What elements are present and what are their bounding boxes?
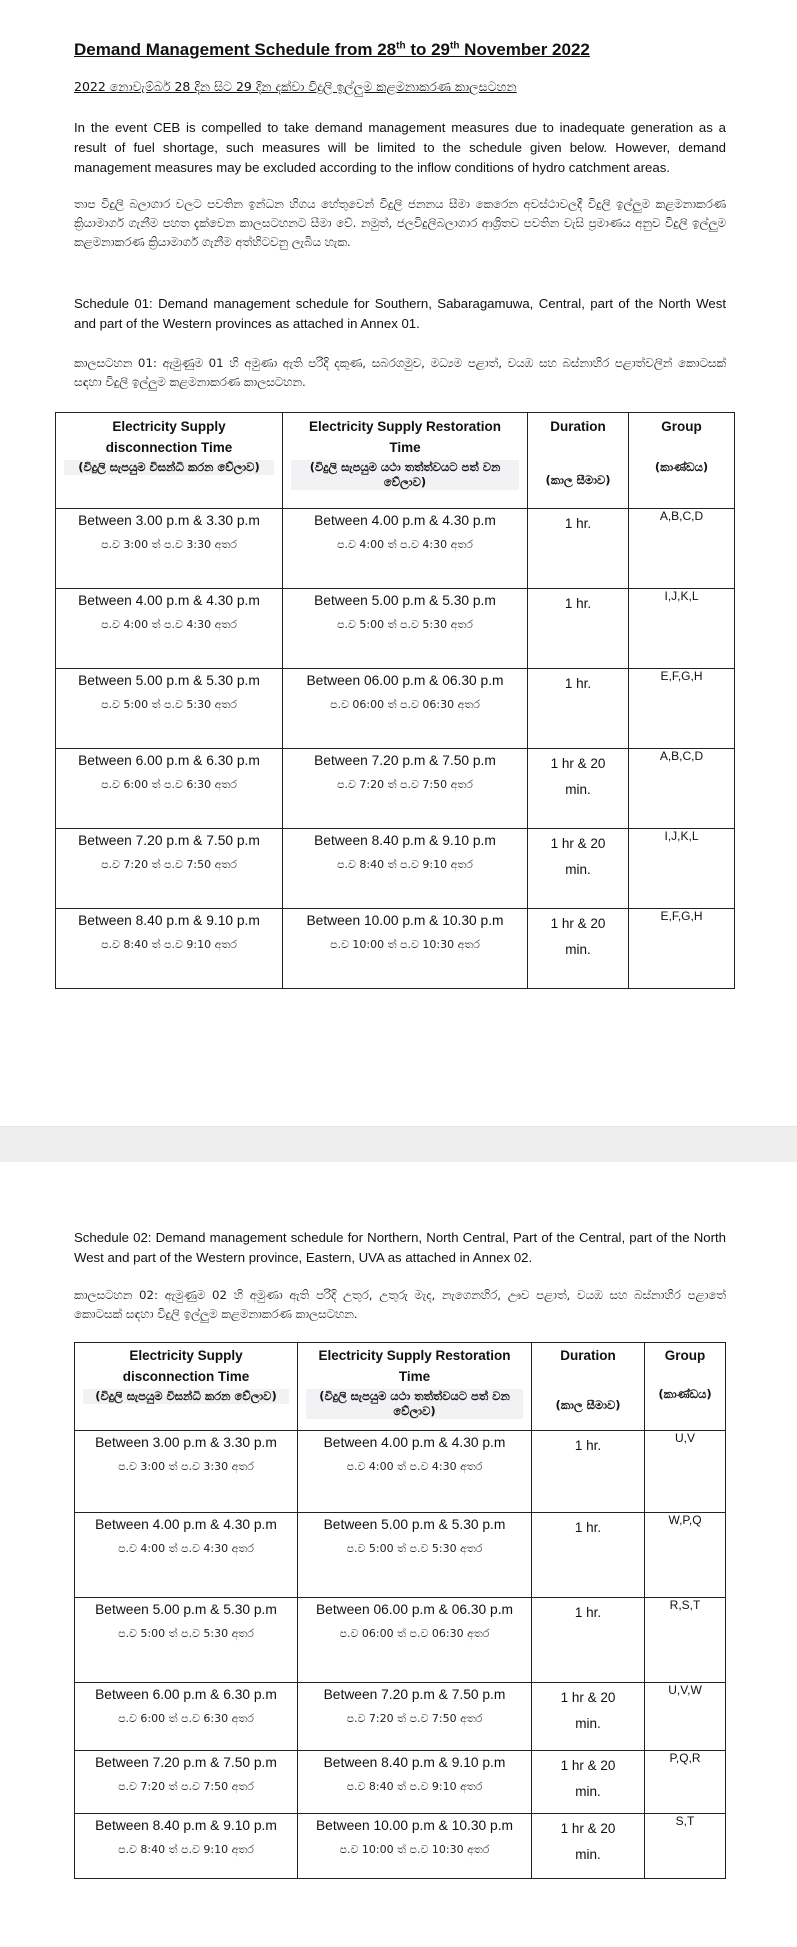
duration-value: 1 hr. <box>574 1520 602 1535</box>
table-header-row <box>56 413 735 509</box>
title-text: Demand Management Schedule from 28 <box>74 40 397 59</box>
restoration-cell <box>298 1431 532 1513</box>
page-title <box>74 40 590 60</box>
disconnection-cell <box>75 1683 298 1751</box>
group-cell <box>629 909 735 989</box>
table-row <box>56 909 735 989</box>
disconnection-time: Between 7.20 p.m & 7.50 p.m <box>95 1755 277 1770</box>
disconnection-time-sinhala: ප.ව 4:00 ත් ප.ව 4:30 අතර <box>101 618 237 631</box>
header-sinhala: (කාණ්ඩය) <box>658 1387 712 1401</box>
table-header-row <box>75 1343 726 1431</box>
duration-cell <box>528 749 629 829</box>
header-sinhala: (විදුලි සැපයුම යථා තත්ත්වයට පත් වන වේලාව) <box>306 1389 523 1419</box>
disconnection-time: Between 6.00 p.m & 6.30 p.m <box>95 1687 277 1702</box>
table-row <box>75 1598 726 1683</box>
disconnection-cell <box>75 1751 298 1814</box>
duration-cell <box>528 909 629 989</box>
header-restoration <box>298 1343 532 1431</box>
restoration-time-sinhala: ප.ව 4:00 ත් ප.ව 4:30 අතර <box>346 1460 483 1473</box>
restoration-cell <box>283 749 528 829</box>
group-value: P,Q,R <box>669 1751 701 1765</box>
header-text: Electricity Supply disconnection Time <box>105 419 233 455</box>
header-text: Group <box>664 1348 706 1363</box>
restoration-time-sinhala: ප.ව 10:00 ත් ප.ව 10:30 අතර <box>339 1843 490 1856</box>
restoration-time: Between 5.00 p.m & 5.30 p.m <box>323 1517 506 1532</box>
group-cell <box>645 1513 726 1598</box>
header-text: Electricity Supply disconnection Time <box>122 1348 250 1384</box>
disconnection-cell <box>56 829 283 909</box>
group-cell <box>645 1431 726 1513</box>
duration-cell <box>532 1513 645 1598</box>
schedule-1-heading: Schedule 01: Demand management schedule for Southern, Sabaragamuwa, Central, part of the North West and part of the Western provinces as attached in Annex 01. <box>74 296 726 331</box>
duration-value: 1 hr & 20 min. <box>560 1758 616 1799</box>
restoration-cell <box>298 1814 532 1879</box>
disconnection-time: Between 8.40 p.m & 9.10 p.m <box>95 1818 277 1833</box>
disconnection-cell <box>56 509 283 589</box>
schedule-1-heading-sinhala: කාලසටහන 01: ඇමුණුම 01 හි අමුණා ඇති පරිදි දකුණ, සබරගමුව, මධ්‍යම පළාත්, වයඹ සහ බස්නාහිර පළාත්වලින් කොටසක් සඳහා විදුලි ඉල්ලුම කළමනාකරණ කාලසටහන. <box>74 356 726 389</box>
group-value: E,F,G,H <box>660 669 703 683</box>
restoration-time: Between 8.40 p.m & 9.10 p.m <box>314 833 496 848</box>
group-cell <box>645 1751 726 1814</box>
restoration-time-sinhala: ප.ව 8:40 ත් ප.ව 9:10 අතර <box>337 858 473 871</box>
header-sinhala: (කාල සීමාව) <box>555 1398 621 1412</box>
restoration-time-sinhala: ප.ව 7:20 ත් ප.ව 7:50 අතර <box>346 1712 483 1725</box>
table-row <box>56 589 735 669</box>
disconnection-cell <box>56 669 283 749</box>
disconnection-time: Between 3.00 p.m & 3.30 p.m <box>95 1435 277 1450</box>
group-cell <box>629 749 735 829</box>
restoration-time: Between 06.00 p.m & 06.30 p.m <box>306 673 504 688</box>
disconnection-time: Between 4.00 p.m & 4.30 p.m <box>78 593 260 608</box>
disconnection-cell <box>75 1513 298 1598</box>
duration-cell <box>528 589 629 669</box>
duration-value: 1 hr & 20 min. <box>560 1690 616 1731</box>
title-text: November 2022 <box>459 40 590 59</box>
header-disconnection <box>75 1343 298 1431</box>
disconnection-time: Between 3.00 p.m & 3.30 p.m <box>78 513 260 528</box>
disconnection-time: Between 8.40 p.m & 9.10 p.m <box>78 913 260 928</box>
disconnection-cell <box>56 589 283 669</box>
title-superscript: th <box>450 40 460 52</box>
restoration-time-sinhala: ප.ව 06:00 ත් ප.ව 06:30 අතර <box>339 1627 490 1640</box>
schedule-1-table <box>55 412 735 989</box>
restoration-time-sinhala: ප.ව 06:00 ත් ප.ව 06:30 අතර <box>330 698 480 711</box>
header-duration <box>528 413 629 509</box>
restoration-time: Between 06.00 p.m & 06.30 p.m <box>315 1602 514 1617</box>
restoration-time: Between 10.00 p.m & 10.30 p.m <box>306 913 504 928</box>
disconnection-time-sinhala: ප.ව 6:00 ත් ප.ව 6:30 අතර <box>118 1712 254 1725</box>
duration-cell <box>532 1683 645 1751</box>
page-2 <box>0 1162 797 1947</box>
restoration-cell <box>298 1513 532 1598</box>
restoration-cell <box>298 1683 532 1751</box>
restoration-time: Between 4.00 p.m & 4.30 p.m <box>314 513 496 528</box>
restoration-time: Between 7.20 p.m & 7.50 p.m <box>323 1687 506 1702</box>
intro-english: In the event CEB is compelled to take demand management measures due to inadequate generation as a result of fuel shortage, such measures will be limited to the schedule given below. However, demand management measures may be excluded according to the inflow conditions of hydro catchment areas. <box>74 120 726 175</box>
restoration-time: Between 5.00 p.m & 5.30 p.m <box>314 593 496 608</box>
duration-cell <box>532 1751 645 1814</box>
header-group <box>629 413 735 509</box>
restoration-time: Between 10.00 p.m & 10.30 p.m <box>315 1818 514 1833</box>
schedule-2-heading-sinhala: කාලසටහන 02: ඇමුණුම 02 හි අමුණා ඇති පරිදි උතුර, උතුරු මැද, නැගෙනහිර, ඌව පළාත්, වයඹ සහ බස්නාහිර පළාතේ කොටසක් සඳහා විදුලි ඉල්ලුම කළමනාකරණ කාලසටහන. <box>74 1288 726 1321</box>
disconnection-time-sinhala: ප.ව 3:00 ත් ප.ව 3:30 අතර <box>118 1460 254 1473</box>
group-cell <box>645 1814 726 1879</box>
intro-sinhala: තාප විදුලි බලාගාර වලට පවතින ඉන්ධන හිගය හේතුවෙන් විදුලි ජනනය සීමා කෙරෙන අවස්ථාවලදී විදුලි ඉල්ලුම කළමනාකරණ ක්‍රියාමාර්ග ගැනීම පහත දැක්වෙන කාලසටහනට සීමා වේ. නමුත්, ජලවිදුලිබලාගාර ආශ්‍රිතව පවතින වැසි ප්‍රමාණය අනුව විදුලි ඉල්ලුම කළමනාකරණ ක්‍රියාමාර්ග ගැනීම අත්හිටවනු ලැබිය හැක. <box>74 197 726 249</box>
header-text: Electricity Supply Restoration Time <box>318 1348 511 1384</box>
header-sinhala: (විදුලි සැපයුම විසන්ධි කරන වේලාව) <box>83 1389 289 1404</box>
restoration-time-sinhala: ප.ව 4:00 ත් ප.ව 4:30 අතර <box>337 538 473 551</box>
header-restoration <box>283 413 528 509</box>
header-text: Electricity Supply Restoration Time <box>308 419 502 455</box>
group-cell <box>645 1683 726 1751</box>
group-value: U,V <box>674 1431 695 1445</box>
disconnection-time-sinhala: ප.ව 6:00 ත් ප.ව 6:30 අතර <box>101 778 237 791</box>
restoration-time-sinhala: ප.ව 5:00 ත් ප.ව 5:30 අතර <box>346 1542 483 1555</box>
sinhala-title: 2022 නොවැම්බර් 28 දින සිට 29 දින දක්වා විදුලි ඉල්ලුම කළමනාකරණ කාලසටහන <box>74 79 517 94</box>
restoration-cell <box>283 829 528 909</box>
group-cell <box>629 589 735 669</box>
disconnection-time: Between 6.00 p.m & 6.30 p.m <box>78 753 260 768</box>
table-row <box>75 1814 726 1879</box>
title-text: to 29 <box>405 40 450 59</box>
disconnection-time-sinhala: ප.ව 7:20 ත් ප.ව 7:50 අතර <box>101 858 237 871</box>
restoration-time-sinhala: ප.ව 5:00 ත් ප.ව 5:30 අතර <box>337 618 473 631</box>
group-value: E,F,G,H <box>660 909 703 923</box>
restoration-time-sinhala: ප.ව 8:40 ත් ප.ව 9:10 අතර <box>346 1780 483 1793</box>
duration-value: 1 hr & 20 min. <box>560 1821 616 1862</box>
group-value: R,S,T <box>669 1598 701 1612</box>
table-row <box>75 1751 726 1814</box>
duration-value: 1 hr & 20 min. <box>550 836 606 877</box>
disconnection-time: Between 7.20 p.m & 7.50 p.m <box>78 833 260 848</box>
duration-value: 1 hr & 20 min. <box>550 756 606 797</box>
disconnection-time-sinhala: ප.ව 8:40 ත් ප.ව 9:10 අතර <box>101 938 237 951</box>
header-sinhala: (කාල සීමාව) <box>545 473 611 487</box>
disconnection-cell <box>75 1598 298 1683</box>
table-row <box>56 749 735 829</box>
duration-cell <box>528 509 629 589</box>
table-row <box>56 669 735 749</box>
duration-value: 1 hr. <box>564 516 592 531</box>
disconnection-time-sinhala: ප.ව 7:20 ත් ප.ව 7:50 අතර <box>118 1780 254 1793</box>
disconnection-cell <box>56 909 283 989</box>
title-superscript: th <box>396 40 406 52</box>
disconnection-cell <box>75 1431 298 1513</box>
restoration-cell <box>283 509 528 589</box>
header-sinhala: (විදුලි සැපයුම විසන්ධි කරන වේලාව) <box>64 460 274 475</box>
group-value: A,B,C,D <box>659 509 704 523</box>
restoration-time-sinhala: ප.ව 10:00 ත් ප.ව 10:30 අතර <box>330 938 480 951</box>
group-cell <box>629 509 735 589</box>
duration-value: 1 hr. <box>564 676 592 691</box>
restoration-time: Between 7.20 p.m & 7.50 p.m <box>314 753 496 768</box>
table-row <box>56 829 735 909</box>
table-row <box>75 1513 726 1598</box>
group-cell <box>645 1598 726 1683</box>
group-cell <box>629 669 735 749</box>
duration-cell <box>532 1431 645 1513</box>
schedule-2-heading: Schedule 02: Demand management schedule for Northern, North Central, Part of the Central, part of the North West and part of the Western province, Eastern, UVA as attached in Annex 02. <box>74 1230 726 1265</box>
duration-value: 1 hr. <box>564 596 592 611</box>
disconnection-time: Between 5.00 p.m & 5.30 p.m <box>95 1602 277 1617</box>
restoration-time-sinhala: ප.ව 7:20 ත් ප.ව 7:50 අතර <box>337 778 473 791</box>
restoration-cell <box>283 909 528 989</box>
header-text: Duration <box>550 419 606 434</box>
group-value: A,B,C,D <box>659 749 704 763</box>
restoration-time: Between 8.40 p.m & 9.10 p.m <box>323 1755 506 1770</box>
table-row <box>75 1683 726 1751</box>
duration-cell <box>532 1814 645 1879</box>
table-row <box>56 509 735 589</box>
group-value: I,J,K,L <box>664 829 699 843</box>
header-text: Duration <box>560 1348 616 1363</box>
restoration-cell <box>283 589 528 669</box>
disconnection-time-sinhala: ප.ව 5:00 ත් ප.ව 5:30 අතර <box>118 1627 254 1640</box>
table-row <box>75 1431 726 1513</box>
duration-cell <box>532 1598 645 1683</box>
disconnection-time-sinhala: ප.ව 5:00 ත් ප.ව 5:30 අතර <box>101 698 237 711</box>
group-value: W,P,Q <box>668 1513 702 1527</box>
restoration-cell <box>298 1598 532 1683</box>
header-duration <box>532 1343 645 1431</box>
duration-value: 1 hr. <box>574 1605 602 1620</box>
duration-value: 1 hr. <box>574 1438 602 1453</box>
duration-value: 1 hr & 20 min. <box>550 916 606 957</box>
disconnection-time: Between 4.00 p.m & 4.30 p.m <box>95 1517 277 1532</box>
restoration-cell <box>298 1751 532 1814</box>
disconnection-time-sinhala: ප.ව 4:00 ත් ප.ව 4:30 අතර <box>118 1542 254 1555</box>
group-cell <box>629 829 735 909</box>
disconnection-time-sinhala: ප.ව 3:00 ත් ප.ව 3:30 අතර <box>101 538 237 551</box>
header-text: Group <box>661 419 702 434</box>
disconnection-time: Between 5.00 p.m & 5.30 p.m <box>78 673 260 688</box>
restoration-time: Between 4.00 p.m & 4.30 p.m <box>323 1435 506 1450</box>
disconnection-time-sinhala: ප.ව 8:40 ත් ප.ව 9:10 අතර <box>118 1843 254 1856</box>
group-value: I,J,K,L <box>664 589 699 603</box>
header-sinhala: (කාණ්ඩය) <box>654 460 709 474</box>
disconnection-cell <box>56 749 283 829</box>
header-group <box>645 1343 726 1431</box>
group-value: S,T <box>675 1814 695 1828</box>
header-sinhala: (විදුලි සැපයුම යථා තත්ත්වයට පත් වන වේලාව) <box>291 460 519 490</box>
header-disconnection <box>56 413 283 509</box>
restoration-cell <box>283 669 528 749</box>
schedule-2-table <box>74 1342 726 1879</box>
group-value: U,V,W <box>668 1683 702 1697</box>
duration-cell <box>528 669 629 749</box>
duration-cell <box>528 829 629 909</box>
page-separator <box>0 1126 797 1164</box>
disconnection-cell <box>75 1814 298 1879</box>
